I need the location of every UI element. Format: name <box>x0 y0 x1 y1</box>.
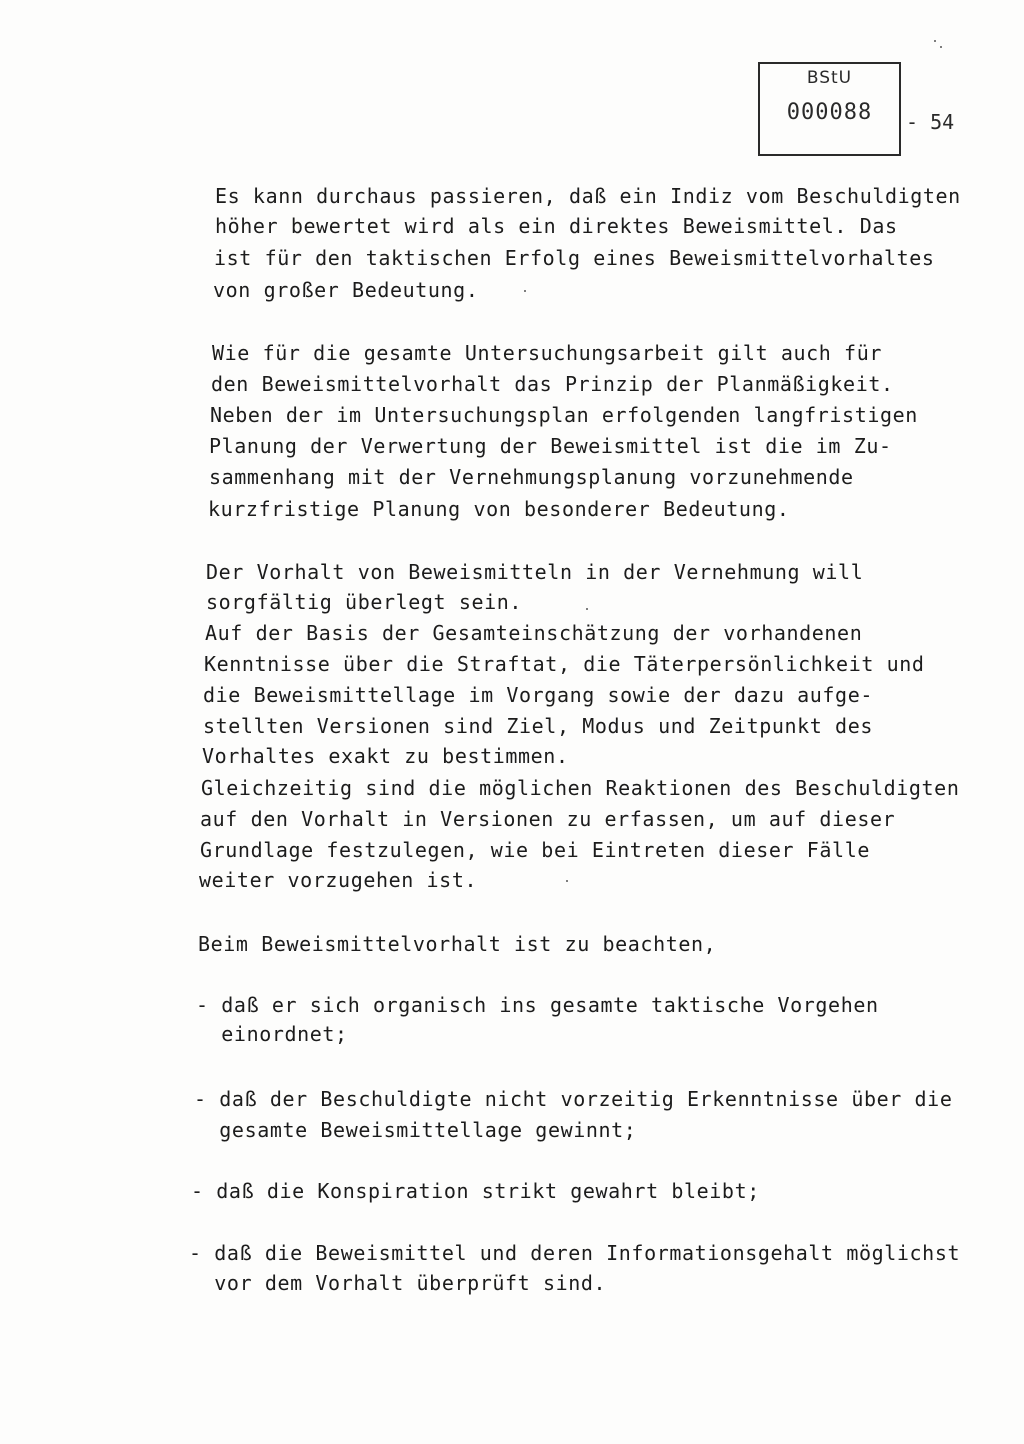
text-line: Wie für die gesamte Untersuchungsarbeit gilt auch für <box>212 341 882 365</box>
text-line: Vorhaltes exakt zu bestimmen. <box>202 744 569 768</box>
list-item-line: vor dem Vorhalt überprüft sind. <box>189 1271 607 1295</box>
stamp-label: BStU <box>806 68 853 88</box>
scan-speck <box>524 290 526 292</box>
list-item-line: gesamte Beweismittellage gewinnt; <box>194 1118 637 1142</box>
list-item-line: - daß die Konspiration strikt gewahrt bleibt; <box>191 1179 760 1203</box>
text-line: kurzfristige Planung von besonderer Bedeutung. <box>208 497 790 521</box>
text-line: Beim Beweismittelvorhalt ist zu beachten, <box>198 932 717 956</box>
list-item-line: - daß er sich organisch ins gesamte taktische Vorgehen <box>196 993 879 1017</box>
text-line: Planung der Verwertung der Beweismittel ist die im Zu- <box>209 434 892 458</box>
list-item-line: einordnet; <box>196 1022 348 1046</box>
text-line: Grundlage festzulegen, wie bei Eintreten dieser Fälle <box>200 838 870 862</box>
list-item-line: - daß der Beschuldigte nicht vorzeitig Erkenntnisse über die <box>194 1087 953 1111</box>
text-line: Der Vorhalt von Beweismitteln in der Vernehmung will <box>206 560 864 584</box>
text-line: Kenntnisse über die Straftat, die Täterpersönlichkeit und <box>204 652 925 676</box>
text-line: von großer Bedeutung. <box>213 278 479 302</box>
text-line: Gleichzeitig sind die möglichen Reaktionen des Beschuldigten <box>201 776 960 800</box>
text-line: die Beweismittellage im Vorgang sowie der dazu aufge- <box>203 683 873 707</box>
text-line: auf den Vorhalt in Versionen zu erfassen, um auf dieser <box>200 807 896 831</box>
scan-speck <box>934 40 936 42</box>
scan-speck <box>586 608 588 610</box>
text-line: den Beweismittelvorhalt das Prinzip der Planmäßigkeit. <box>211 372 894 396</box>
scan-speck <box>940 46 942 48</box>
text-line: Auf der Basis der Gesamteinschätzung der vorhandenen <box>205 621 863 645</box>
text-line: stellten Versionen sind Ziel, Modus und Zeitpunkt des <box>203 714 873 738</box>
text-line: ist für den taktischen Erfolg eines Beweismittelvorhaltes <box>214 246 935 270</box>
archive-stamp <box>758 62 901 156</box>
scan-speck <box>566 880 568 882</box>
list-item-line: - daß die Beweismittel und deren Informationsgehalt möglichst <box>189 1241 961 1265</box>
text-line: Neben der im Untersuchungsplan erfolgenden langfristigen <box>210 403 918 427</box>
text-line: sammenhang mit der Vernehmungsplanung vorzunehmende <box>209 465 854 489</box>
text-line: Es kann durchaus passieren, daß ein Indiz vom Beschuldigten <box>215 184 961 208</box>
text-line: weiter vorzugehen ist. <box>199 868 478 892</box>
stamp-number: 000088 <box>786 100 873 125</box>
text-line: sorgfältig überlegt sein. <box>206 590 523 614</box>
page-number: - 54 <box>906 110 955 134</box>
text-line: höher bewertet wird als ein direktes Beweismittel. Das <box>215 214 898 238</box>
